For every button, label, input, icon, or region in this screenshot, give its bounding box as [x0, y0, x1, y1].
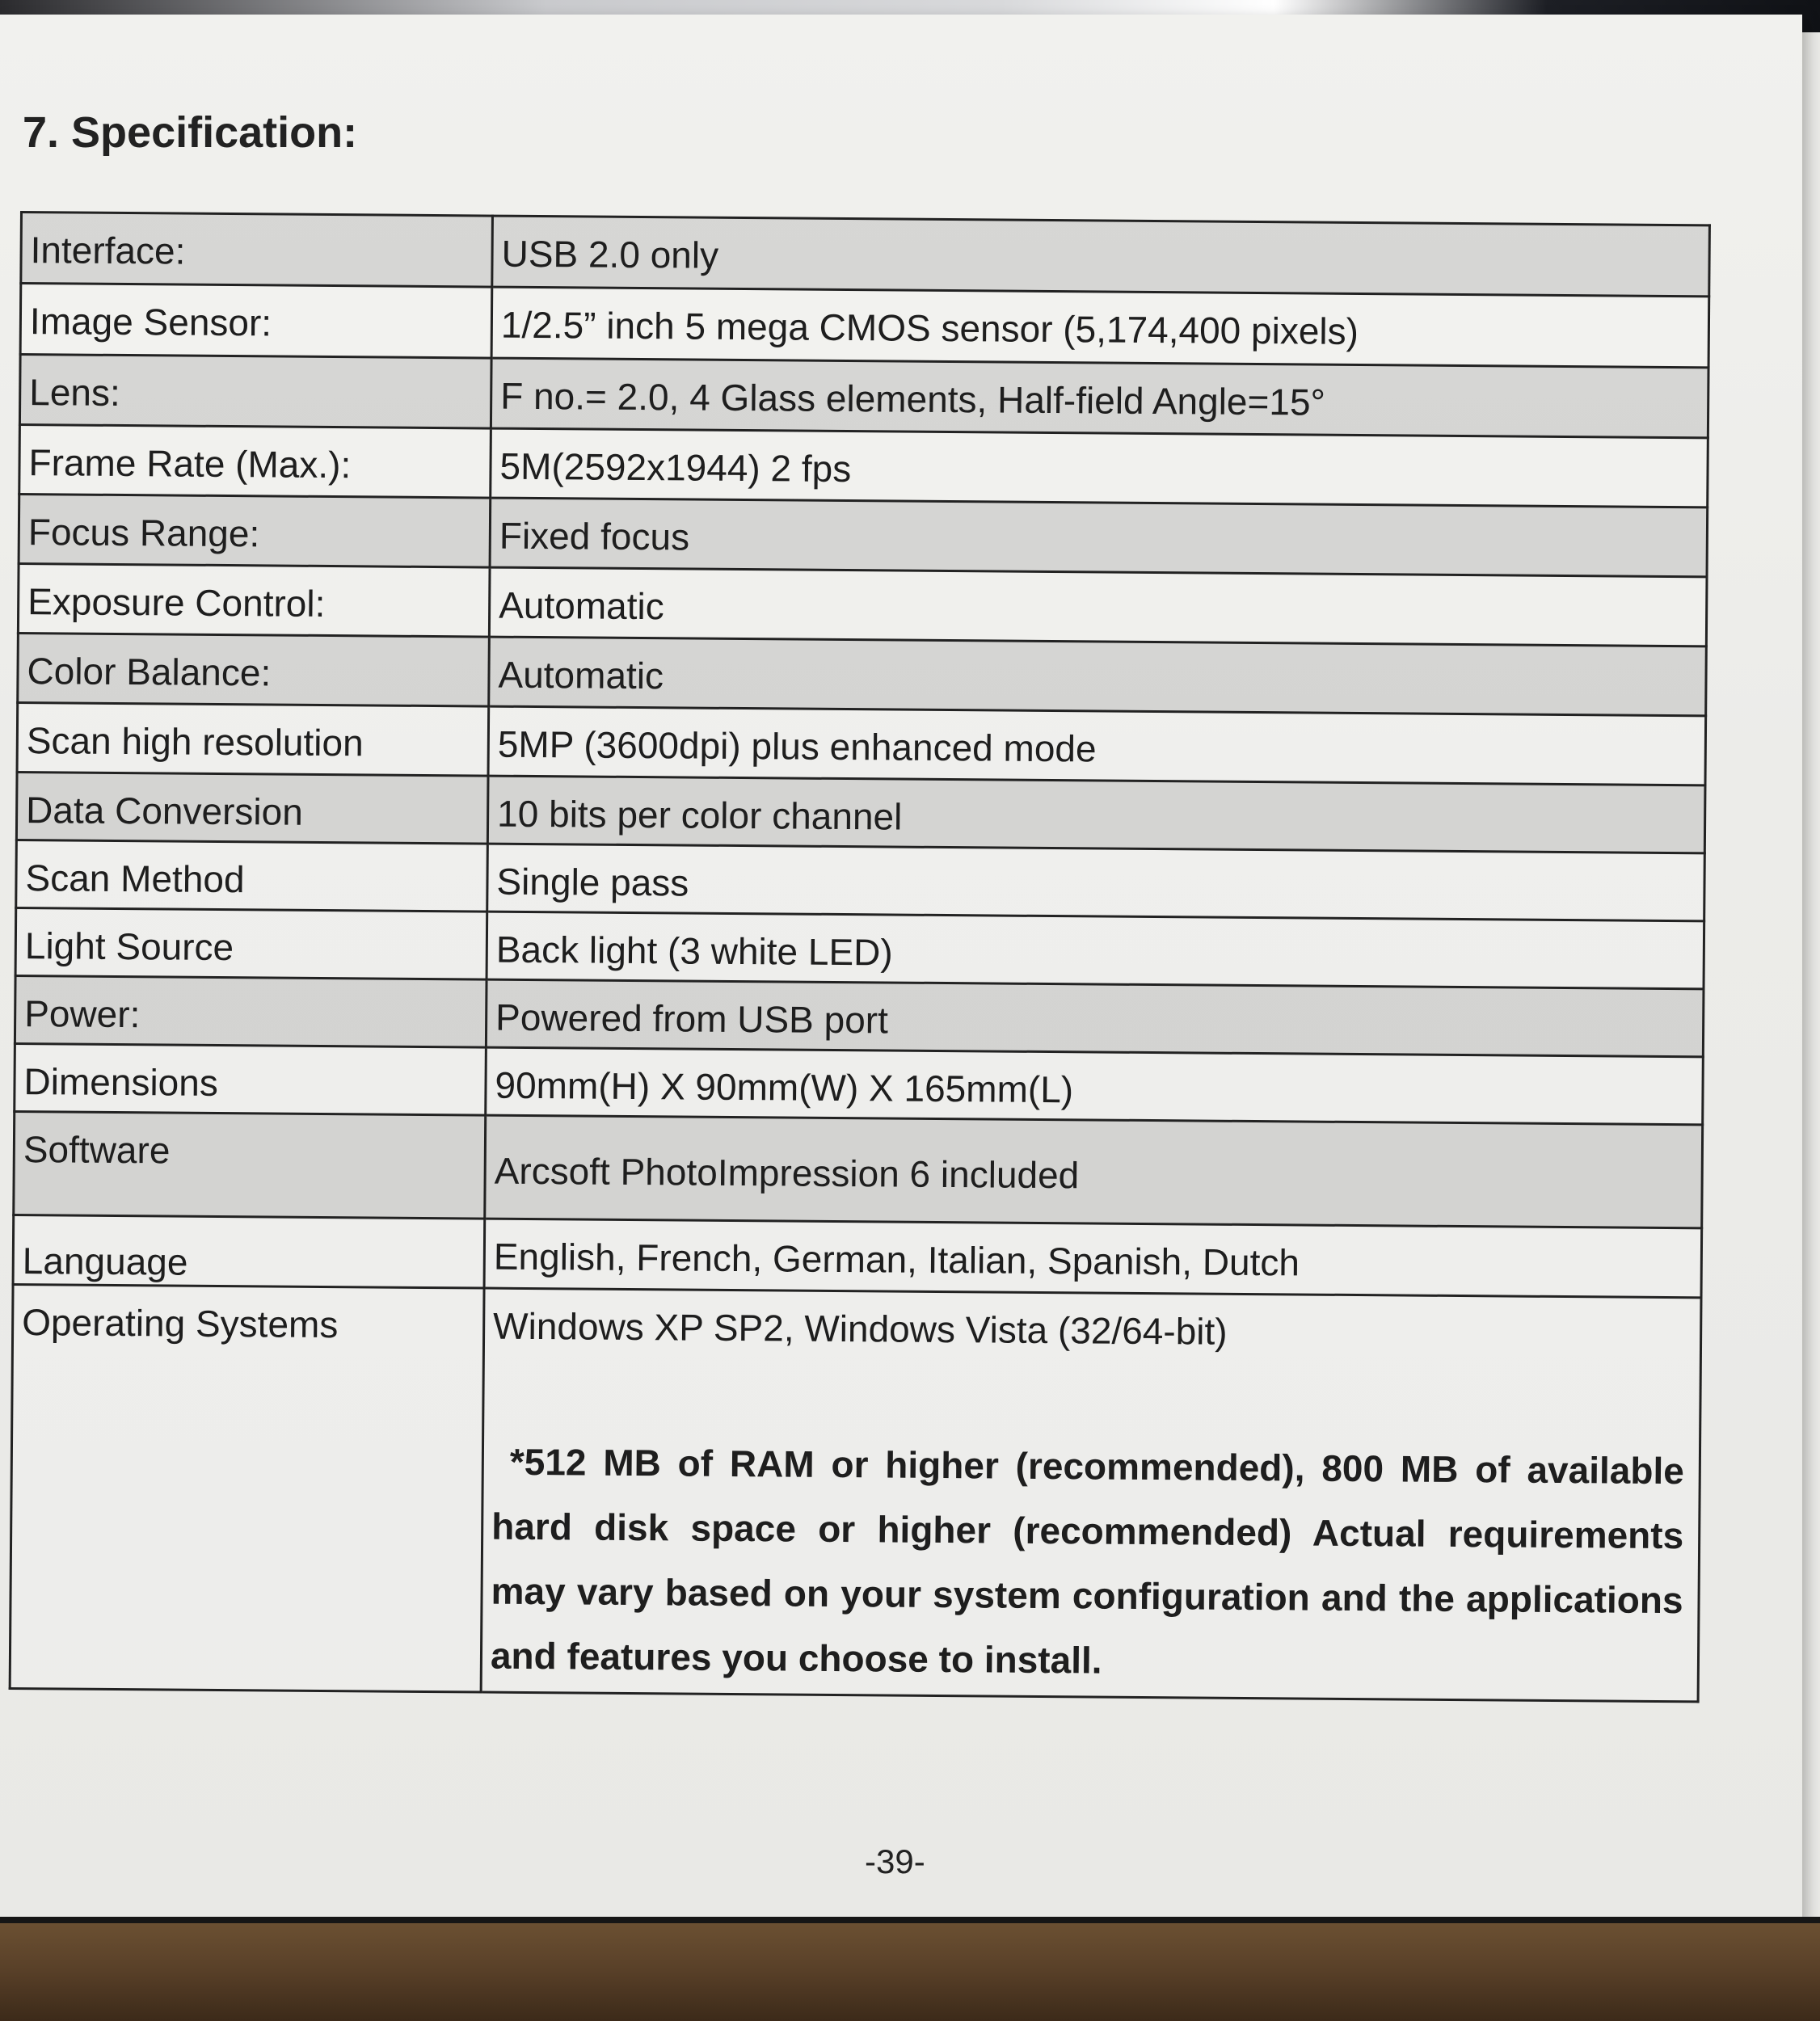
spec-row-exposure-control	[18, 563, 1707, 646]
spec-row-image-sensor	[20, 284, 1709, 368]
spec-row-data-conversion	[16, 772, 1705, 853]
spec-value: Single pass	[487, 844, 1705, 921]
spec-value: 5M(2592x1944) 2 fps	[491, 428, 1708, 507]
spec-row-language	[13, 1215, 1702, 1298]
spec-label: Exposure Control:	[18, 563, 490, 637]
spec-row-interface	[21, 213, 1710, 297]
spec-row-lens	[19, 355, 1708, 438]
spec-label: Operating Systems	[10, 1285, 484, 1693]
spec-row-scan-resolution	[17, 702, 1706, 785]
page-number: -39-	[865, 1842, 925, 1880]
document-page	[0, 15, 1802, 1922]
spec-value: 1/2.5” inch 5 mega CMOS sensor (5,174,400 pixels)	[491, 287, 1709, 368]
spec-row-power	[15, 975, 1704, 1056]
spec-value: Windows XP SP2, Windows Vista (32/64-bit)	[492, 1304, 1228, 1353]
spec-value: USB 2.0 only	[492, 216, 1710, 297]
spec-label: Frame Rate (Max.):	[19, 425, 491, 499]
background-wood-surface	[0, 1923, 1820, 2021]
spec-row-scan-method	[16, 840, 1705, 920]
system-requirements-note: *512 MB of RAM or higher (recommended), 800 MB of available hard disk space or higher (recommended) Actual requirements may vary based on your system configuration and the applications and features you choose to install.	[490, 1441, 1685, 1682]
spec-row-color-balance	[18, 633, 1707, 715]
spec-value: Automatic	[489, 637, 1707, 716]
section-title: 7. Specification:	[23, 108, 358, 157]
spec-label: Interface:	[21, 213, 493, 288]
specification-table	[9, 211, 1711, 1703]
spec-value: Automatic	[489, 567, 1707, 646]
spec-value: 90mm(H) X 90mm(W) X 165mm(L)	[486, 1047, 1704, 1125]
spec-value: Back light (3 white LED)	[487, 912, 1704, 989]
spec-label: Scan high resolution	[17, 702, 489, 776]
spec-row-focus-range	[19, 495, 1708, 577]
spec-value: Fixed focus	[490, 498, 1708, 577]
spec-value: 10 bits per color channel	[487, 776, 1705, 853]
spec-row-operating-systems	[10, 1285, 1701, 1702]
spec-value: 5MP (3600dpi) plus enhanced mode	[488, 706, 1706, 785]
spec-row-frame-rate	[19, 425, 1708, 507]
spec-label: Power:	[15, 975, 487, 1047]
spec-label: Scan Method	[16, 840, 488, 912]
spec-label: Dimensions	[15, 1043, 487, 1115]
spec-label: Lens:	[19, 355, 491, 429]
spec-label: Language	[13, 1215, 485, 1288]
spec-label: Color Balance:	[18, 633, 490, 706]
spec-label: Image Sensor:	[20, 284, 492, 359]
spec-row-light-source	[15, 907, 1704, 988]
spec-label: Software	[14, 1111, 486, 1219]
spec-value: English, French, German, Italian, Spanish, Dutch	[484, 1219, 1702, 1298]
spec-row-dimensions	[15, 1043, 1704, 1124]
spec-label: Light Source	[15, 907, 487, 979]
spec-value: F no.= 2.0, 4 Glass elements, Half-field Angle=15°	[491, 358, 1708, 438]
spec-value-operating-systems	[481, 1288, 1701, 1702]
spec-value: Arcsoft PhotoImpression 6 included	[485, 1115, 1703, 1228]
spec-label: Data Conversion	[16, 772, 488, 844]
spec-row-software	[14, 1111, 1703, 1227]
spec-value: Powered from USB port	[486, 979, 1704, 1057]
spec-label: Focus Range:	[19, 495, 491, 568]
